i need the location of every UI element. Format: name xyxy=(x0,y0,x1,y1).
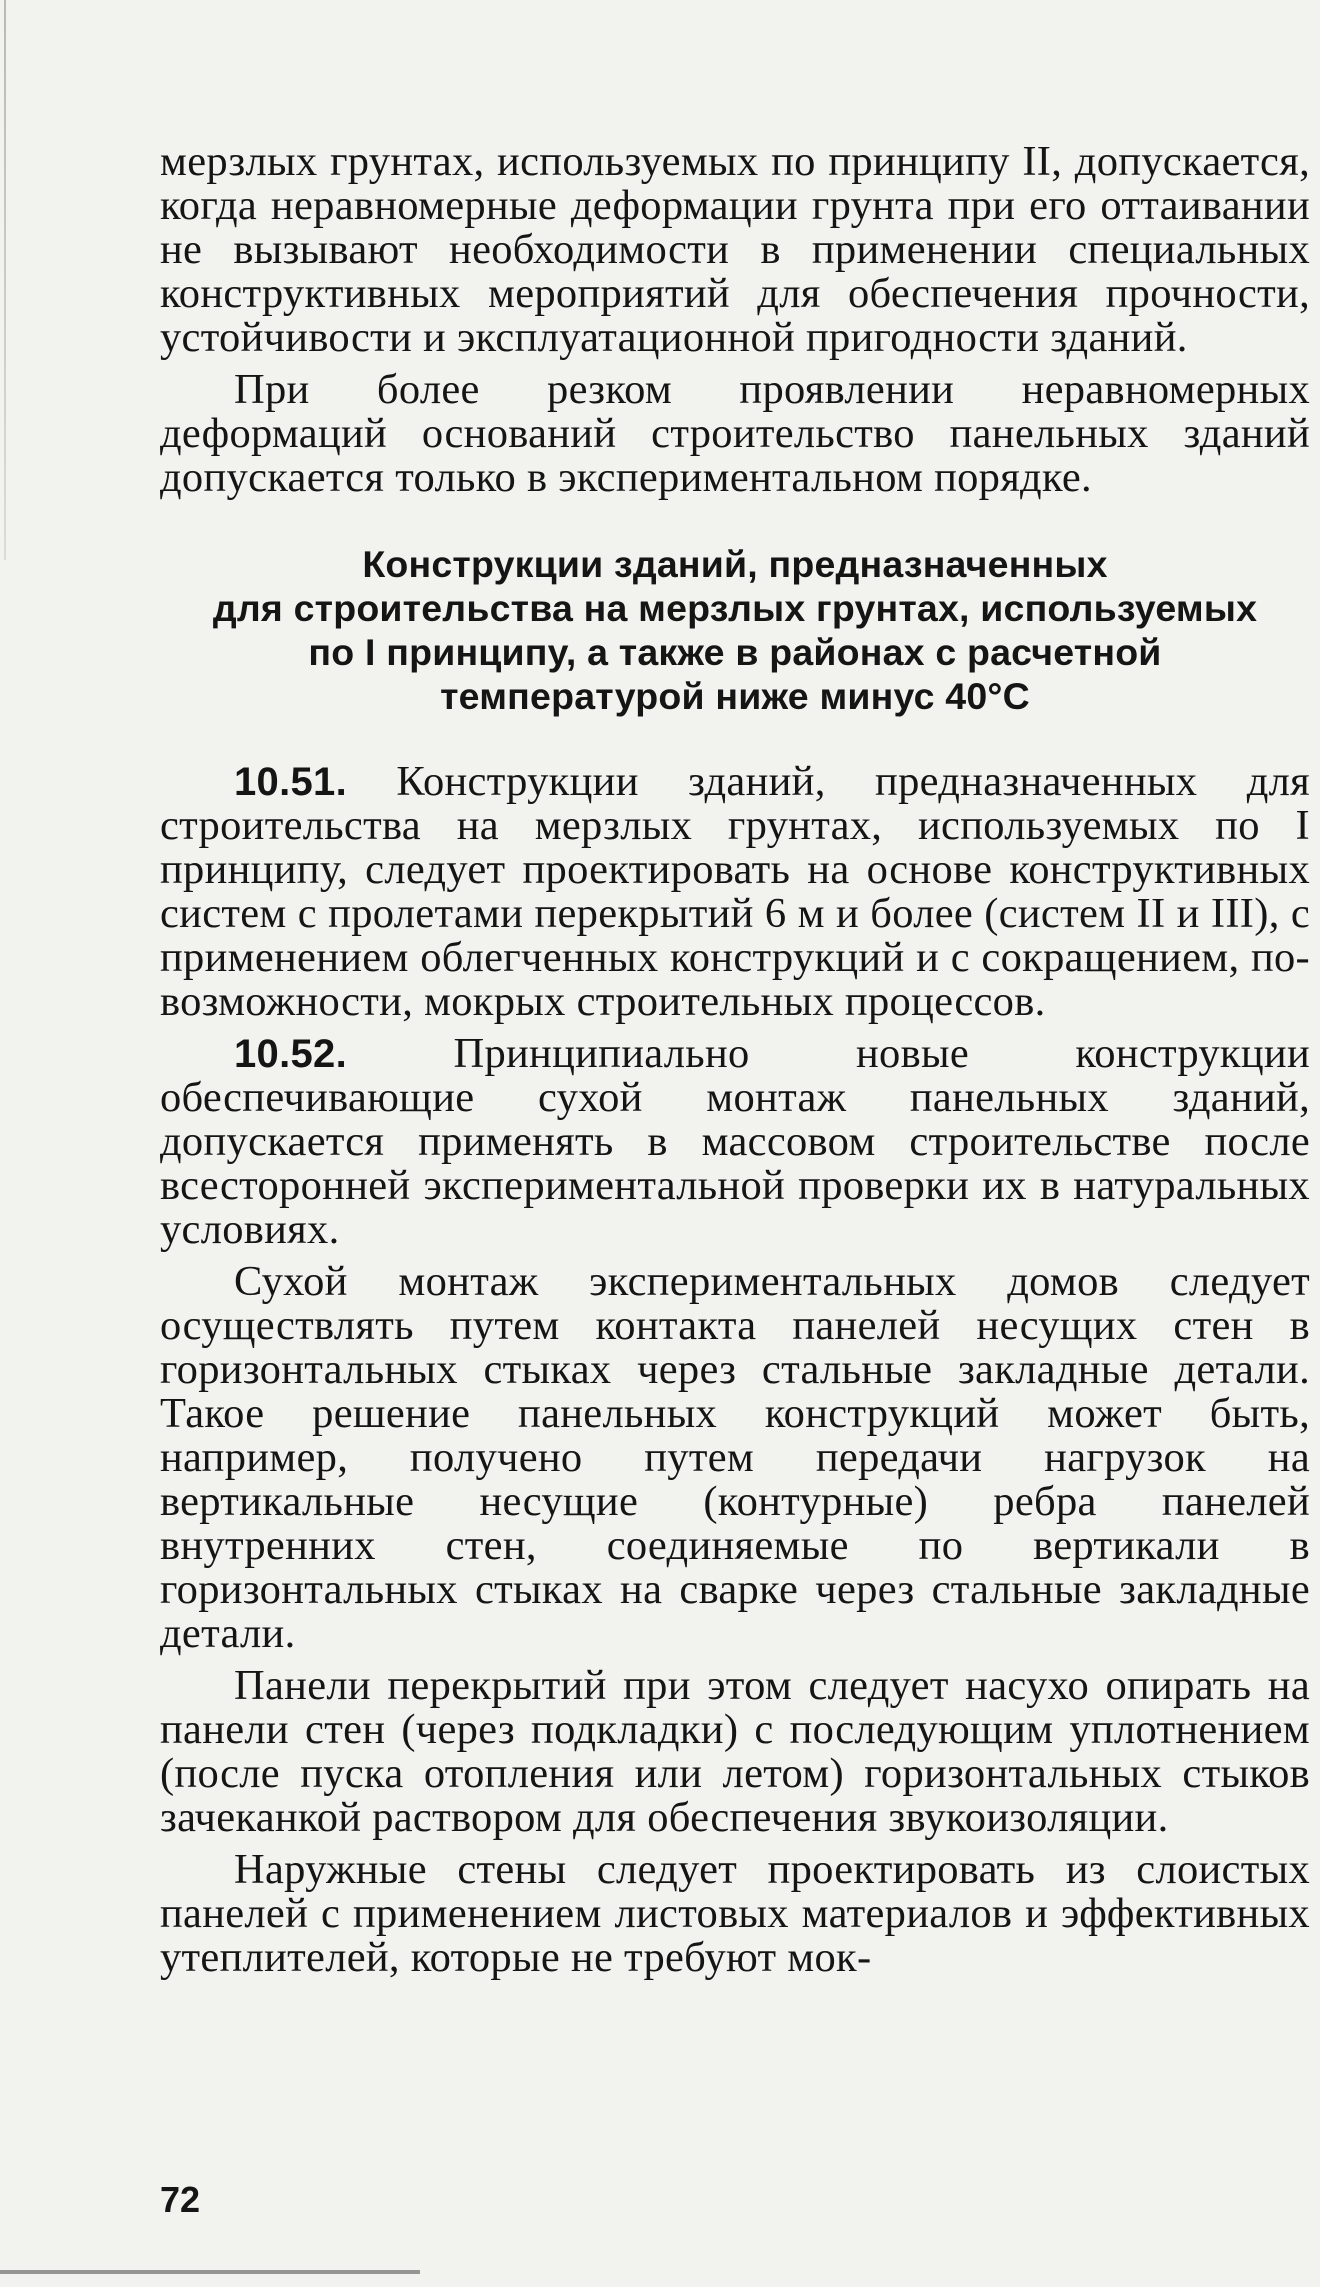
clause-number: 10.52. xyxy=(234,1032,348,1076)
paragraph-floor-panels: Панели перекрытий при этом следует насухо опирать на панели стен (через подкладки) с последующим уплотнением (после пуска отопления или летом) горизонтальных стыков зачеканкой раствором для обеспечения звукоизоляции. xyxy=(160,1662,1310,1841)
heading-line: температурой ниже минус 40°С xyxy=(440,675,1030,717)
clause-text: Принципиально новые конструкции обеспечивающие сухой монтаж панельных зданий, допускается применять в массовом строительстве после всесторонней экспериментальной проверки их в натуральных условиях. xyxy=(160,1030,1310,1253)
clause-10-51 xyxy=(160,760,1310,1024)
heading-line: Конструкции зданий, предназначенных xyxy=(362,543,1108,585)
heading-line: по I принципу, а также в районах с расчетной xyxy=(308,631,1162,673)
text-block xyxy=(160,140,1310,1988)
paragraph-deformations: При более резком проявлении неравномерных деформаций оснований строительство панельных зданий допускается только в экспериментальном порядке. xyxy=(160,366,1310,501)
scan-edge-line xyxy=(4,0,6,560)
section-heading xyxy=(160,542,1310,718)
page-number: 72 xyxy=(160,2179,201,2220)
clause-text: Конструкции зданий, предназначенных для строительства на мерзлых грунтах, используемых по I принципу, следует проектировать на основе конструктивных систем с пролетами перекрытий 6 м и более (систем II и III), с применением облегченных конструкций и с сокращением, по-возможности, мокрых строительных процессов. xyxy=(160,758,1310,1025)
paragraph-dry-assembly: Сухой монтаж экспериментальных домов следует осуществлять путем контакта панелей несущих стен в горизонтальных стыках через стальные закладные детали. Такое решение панельных конструкций может быть, например, получено путем передачи нагрузок на вертикальные несущие (контурные) ребра панелей внутренних стен, соединяемые по вертикали в горизонтальных стыках на сварке через стальные закладные детали. xyxy=(160,1258,1310,1657)
paragraph-continuation: мерзлых грунтах, используемых по принципу II, допускается, когда неравномерные деформации грунта при его оттаивании не вызывают необходимости в применении специальных конструктивных мероприятий для обеспечения прочности, устойчивости и эксплуатационной пригодности зданий. xyxy=(160,138,1310,361)
paragraph-exterior-walls: Наружные стены следует проектировать из слоистых панелей с применением листовых материалов и эффективных утеплителей, которые не требуют мок- xyxy=(160,1846,1310,1981)
clause-number: 10.51. xyxy=(234,760,348,804)
scan-bottom-line xyxy=(0,2270,420,2274)
clause-10-52 xyxy=(160,1032,1310,1252)
heading-line: для строительства на мерзлых грунтах, используемых xyxy=(212,587,1258,629)
